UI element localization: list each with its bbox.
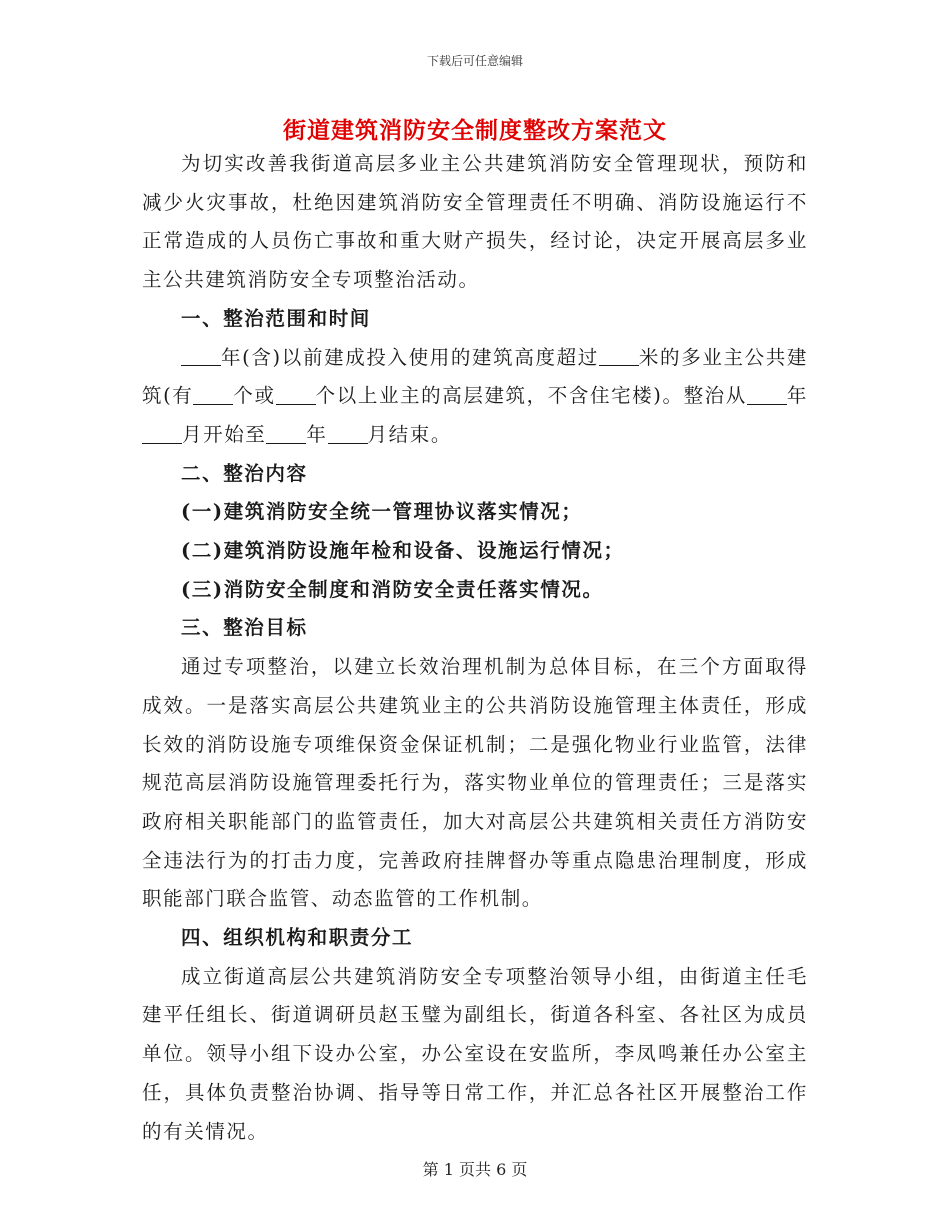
scope-text: 年 <box>786 384 808 408</box>
blank-line <box>599 346 639 367</box>
scope-text: 米的多业主公共建筑(有 <box>142 345 808 408</box>
blank-line <box>181 346 221 367</box>
scope-text: 个或 <box>233 384 276 408</box>
blank-line <box>266 423 306 444</box>
content-item-2: (二)建筑消防设施年检和设备、设施运行情况； <box>181 539 625 563</box>
content-item-1: (一)建筑消防安全统一管理协议落实情况； <box>181 500 583 524</box>
page-footer: 第 1 页共 6 页 <box>422 1160 528 1179</box>
scope-paragraph <box>142 339 808 455</box>
section-heading-goal: 三、整治目标 <box>181 616 308 640</box>
blank-line <box>193 385 233 406</box>
section-heading-scope: 一、整治范围和时间 <box>181 306 371 330</box>
header-note: 下载后可任意编辑 <box>426 54 523 68</box>
content-item-3: (三)消防安全制度和消防安全责任落实情况。 <box>181 577 604 601</box>
intro-paragraph: 为切实改善我街道高层多业主公共建筑消防安全管理现状，预防和减少火灾事故，杜绝因建筑消防安全管理责任不明确、消防设施运行不正常造成的人员伤亡事故和重大财产损失，经讨论，决定开展高层多业主公共建筑消防安全专项整治活动。 <box>142 152 808 292</box>
scope-text: 年(含)以前建成投入使用的建筑高度超过 <box>221 345 599 369</box>
scope-text: 年 <box>306 422 328 446</box>
blank-line <box>142 423 182 444</box>
document-title: 街道建筑消防安全制度整改方案范文 <box>283 117 667 144</box>
section-heading-content: 二、整治内容 <box>181 461 308 485</box>
scope-text: 个以上业主的高层建筑，不含住宅楼)。整治从 <box>315 384 747 408</box>
document-body <box>142 145 808 1151</box>
section-heading-organization: 四、组织机构和职责分工 <box>181 926 414 950</box>
goal-paragraph: 通过专项整治，以建立长效治理机制为总体目标，在三个方面取得成效。一是落实高层公共建筑业主的公共消防设施管理主体责任，形成长效的消防设施专项维保资金保证机制；二是强化物业行业监管，法律规范高层消防设施管理委托行为，落实物业单位的管理责任；三是落实政府相关职能部门的监管责任，加大对高层公共建筑相关责任方消防安全违法行为的打击力度，完善政府挂牌督办等重点隐患治理制度，形成职能部门联合监管、动态监管的工作机制。 <box>142 655 808 911</box>
scope-text: 月结束。 <box>367 422 452 446</box>
scope-text: 月开始至 <box>182 422 267 446</box>
organization-paragraph: 成立街道高层公共建筑消防安全专项整治领导小组，由街道主任毛建平任组长、街道调研员赵玉璧为副组长，街道各科室、各社区为成员单位。领导小组下设办公室，办公室设在安监所，李凤鸣兼任办公室主任，具体负责整治协调、指导等日常工作，并汇总各社区开展整治工作的有关情况。 <box>142 964 808 1143</box>
blank-line <box>328 423 368 444</box>
blank-line <box>747 385 787 406</box>
blank-line <box>276 385 316 406</box>
